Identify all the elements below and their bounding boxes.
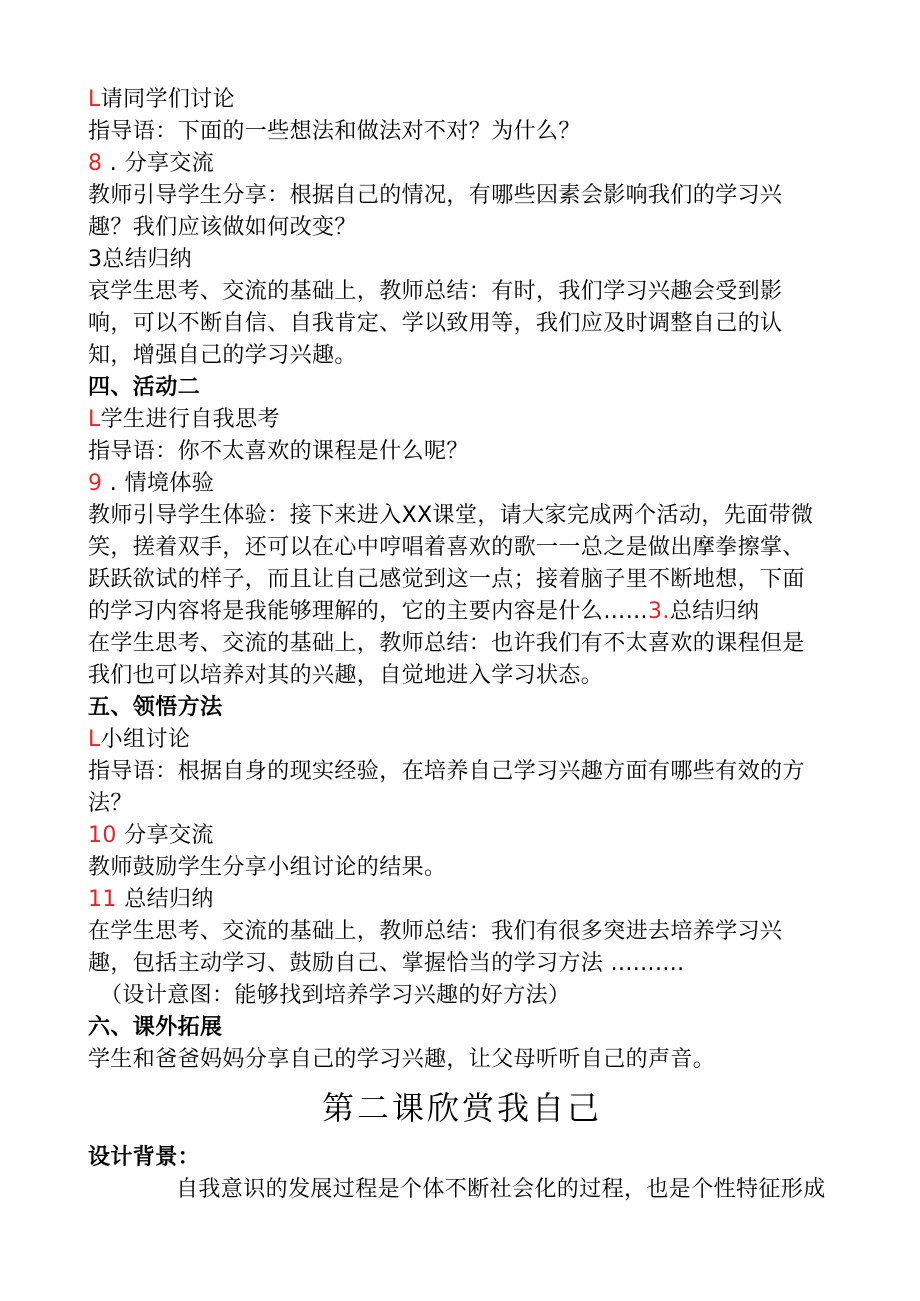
line-text: 总结归纳 (116, 887, 214, 912)
paragraph-line: 趣，包括主动学习、鼓励自己、掌握恰当的学习方法 .......... (88, 951, 685, 976)
list-item-share (88, 148, 836, 180)
list-marker: L (88, 727, 101, 752)
design-intent-note: （设计意图：能够找到培养学习兴趣的好方法） (100, 983, 571, 1008)
guide-question: 指导语：你不太喜欢的课程是什么呢？ (88, 439, 469, 464)
guide-question: 指导语：下面的一些想法和做法对不对？为什么？ (88, 119, 581, 144)
section-heading-extension: 六、课外拓展 (88, 1015, 223, 1040)
list-marker: 10 (88, 823, 117, 848)
line-text: 请同学们讨论 (100, 87, 236, 112)
design-background-label: 设计背景： (88, 1145, 201, 1170)
list-marker: 11 (88, 887, 117, 912)
paragraph-line: 我们也可以培养对其的兴趣，自觉地进入学习状态。 (88, 663, 604, 688)
paragraph-line: 学生和爸爸妈妈分享自己的学习兴趣，让父母听听自己的声音。 (88, 1047, 716, 1072)
paragraph-line: 教师引导学生分享：根据自己的情况，有哪些因素会影响我们的学习兴 (88, 183, 783, 208)
paragraph-line: 哀学生思考、交流的基础上，教师总结：有时，我们学习兴趣会受到影 (88, 279, 783, 304)
paragraph-line (88, 596, 836, 628)
list-item-group-discussion (88, 724, 836, 756)
line-text: 分享交流 (116, 823, 214, 848)
section-heading-methods: 五、领悟方法 (88, 695, 223, 720)
paragraph-line: 在学生思考、交流的基础上，教师总结：我们有很多突进去培养学习兴 (88, 919, 783, 944)
paragraph-line: 跃跃欲试的样子，而且让自己感觉到这一点；接着脑子里不断地想，下面 (88, 567, 805, 592)
list-item-summary: 3总结归纳 (88, 247, 192, 272)
paragraph-line: 趣？我们应该做如何改变？ (88, 215, 357, 240)
list-item-self-reflection (88, 404, 836, 436)
paragraph-line: 在学生思考、交流的基础上，教师总结：也许我们有不太喜欢的课程但是 (88, 631, 805, 656)
line-text: 学生进行自我思考 (100, 407, 280, 432)
paragraph-line: 教师引导学生体验：接下来进入XX课堂，请大家完成两个活动，先面带微 (88, 503, 814, 528)
line-text: 总结归纳 (669, 599, 760, 624)
list-marker: L (88, 87, 101, 112)
list-item-share (88, 820, 836, 852)
list-marker: 3. (648, 599, 670, 624)
section-heading-activity-two: 四、活动二 (88, 375, 201, 400)
line-text: 的学习内容将是我能够理解的，它的主要内容是什么…… (88, 599, 649, 624)
list-item-summary (88, 884, 836, 916)
list-marker: 8 (88, 151, 103, 176)
list-item-experience (88, 468, 836, 500)
lesson-title: 第二课欣赏我自己 (321, 1089, 602, 1127)
paragraph-line: 自我意识的发展过程是个体不断社会化的过程，也是个性特征形成 (176, 1177, 826, 1202)
paragraph-line: 知，增强自己的学习兴趣。 (88, 343, 357, 368)
list-marker: L (88, 407, 101, 432)
paragraph-line: 法？ (88, 791, 133, 816)
list-item-discuss (88, 84, 836, 116)
document-page (88, 84, 836, 1206)
list-marker: 9 (88, 471, 103, 496)
line-text: . 情境体验 (102, 471, 215, 496)
guide-question: 指导语：根据自身的现实经验，在培养自己学习兴趣方面有哪些有效的方 (88, 759, 805, 784)
line-text: . 分享交流 (102, 151, 215, 176)
line-text: 小组讨论 (100, 727, 191, 752)
paragraph-line: 教师鼓励学生分享小组讨论的结果。 (88, 855, 447, 880)
paragraph-line: 响，可以不断自信、自我肯定、学以致用等，我们应及时调整自己的认 (88, 311, 783, 336)
paragraph-line: 笑，搓着双手，还可以在心中哼唱着喜欢的歌一一总之是做出摩拳擦掌、 (88, 535, 805, 560)
